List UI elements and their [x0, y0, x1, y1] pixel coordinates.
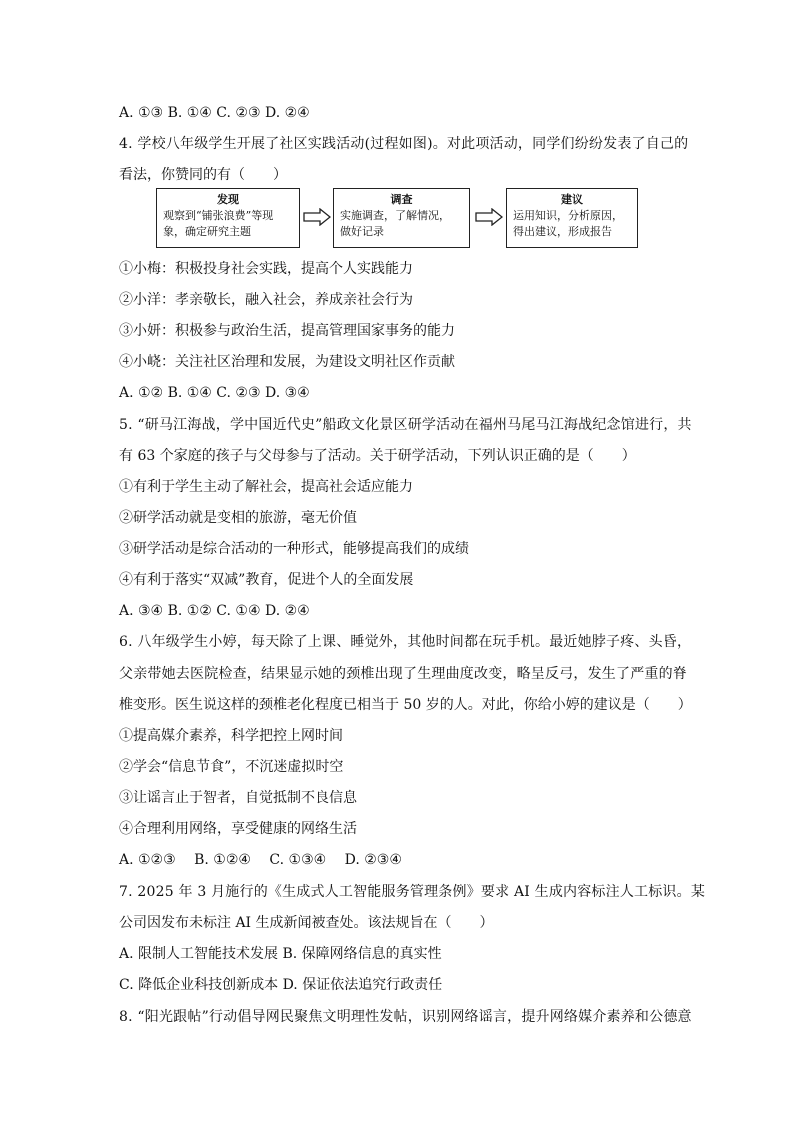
- q6-item-3: ③让谣言止于智者，自觉抵制不良信息: [119, 790, 357, 806]
- flow-text-survey-2: 做好记录: [340, 225, 384, 238]
- q5-item-4: ④有利于落实“双减”教育，促进个人的全面发展: [119, 572, 414, 588]
- q5-item-3: ③研学活动是综合活动的一种形式，能够提高我们的成绩: [119, 541, 469, 557]
- flow-title-discover: 发现: [217, 193, 239, 206]
- q7-options-line2: C. 降低企业科技创新成本 D. 保证依法追究行政责任: [119, 977, 443, 993]
- q6-stem-line1: 6. 八年级学生小婷，每天除了上课、睡觉外，其他时间都在玩手机。最近她脖子疼、头昏，: [119, 634, 692, 650]
- q4-stem-line2: 看法，你赞同的有（ ）: [119, 167, 287, 183]
- flow-box-discover: [156, 188, 300, 248]
- flow-box-suggest: [506, 188, 638, 248]
- q7-stem-line1: 7. 2025 年 3 月施行的《生成式人工智能服务管理条例》要求 AI 生成内容标注人工标识。某: [119, 884, 706, 900]
- q4-options: A. ①② B. ①④ C. ②③ D. ③④: [119, 385, 310, 401]
- q8-stem-line1: 8. “阳光跟帖”行动倡导网民聚焦文明理性发帖，识别网络谣言，提升网络媒介素养和公德意: [119, 1009, 692, 1025]
- q6-options: A. ①②③ B. ①②④ C. ①③④ D. ②③④: [119, 852, 402, 868]
- q4-item-3: ③小妍：积极参与政治生活，提高管理国家事务的能力: [119, 323, 455, 339]
- flow-text-suggest-1: 运用知识，分析原因，: [513, 209, 623, 222]
- q4-stem-line1: 4. 学校八年级学生开展了社区实践活动(过程如图)。对此项活动，同学们纷纷发表了自己的: [119, 136, 689, 152]
- flow-text-discover-1: 观察到“铺张浪费”等现: [163, 209, 274, 222]
- q5-item-2: ②研学活动就是变相的旅游，毫无价值: [119, 510, 357, 526]
- q7-stem-line2: 公司因发布未标注 AI 生成新闻被查处。该法规旨在（ ）: [119, 915, 494, 931]
- flow-title-suggest: 建议: [561, 193, 583, 206]
- q3-options: A. ①③ B. ①④ C. ②③ D. ②④: [119, 105, 310, 121]
- q4-item-1: ①小梅：积极投身社会实践，提高个人实践能力: [119, 261, 413, 277]
- q4-item-2: ②小洋：孝亲敬长，融入社会，养成亲社会行为: [119, 292, 413, 308]
- q5-options: A. ③④ B. ①② C. ①④ D. ②④: [119, 603, 310, 619]
- q6-stem-line3: 椎变形。医生说这样的颈椎老化程度已相当于 50 岁的人。对此，你给小婷的建议是（ ）: [119, 697, 692, 713]
- q6-item-4: ④合理利用网络，享受健康的网络生活: [119, 821, 357, 837]
- flow-text-suggest-2: 得出建议，形成报告: [513, 225, 612, 238]
- q5-item-1: ①有利于学生主动了解社会，提高社会适应能力: [119, 479, 413, 495]
- flow-text-survey-1: 实施调查，了解情况，: [340, 209, 450, 222]
- q7-options-line1: A. 限制人工智能技术发展 B. 保障网络信息的真实性: [119, 946, 442, 962]
- right-arrow-icon: [475, 208, 503, 226]
- q6-stem-line2: 父亲带她去医院检查，结果显示她的颈椎出现了生理曲度改变，略呈反弓，发生了严重的脊: [119, 666, 687, 682]
- q6-item-1: ①提高媒介素养，科学把控上网时间: [119, 728, 343, 744]
- flow-title-survey: 调查: [390, 193, 413, 206]
- q6-item-2: ②学会“信息节食”，不沉迷虚拟时空: [119, 759, 344, 775]
- q5-stem-line2: 有 63 个家庭的孩子与父母参与了活动。关于研学活动，下列认识正确的是（ ）: [119, 448, 636, 464]
- q5-stem-line1: 5. “研马江海战，学中国近代史”船政文化景区研学活动在福州马尾马江海战纪念馆进行，共: [119, 417, 692, 433]
- flow-box-survey: [333, 188, 470, 248]
- flow-text-discover-2: 象，确定研究主题: [163, 225, 251, 238]
- right-arrow-icon: [303, 208, 331, 226]
- q4-item-4: ④小峣：关注社区治理和发展，为建设文明社区作贡献: [119, 354, 455, 370]
